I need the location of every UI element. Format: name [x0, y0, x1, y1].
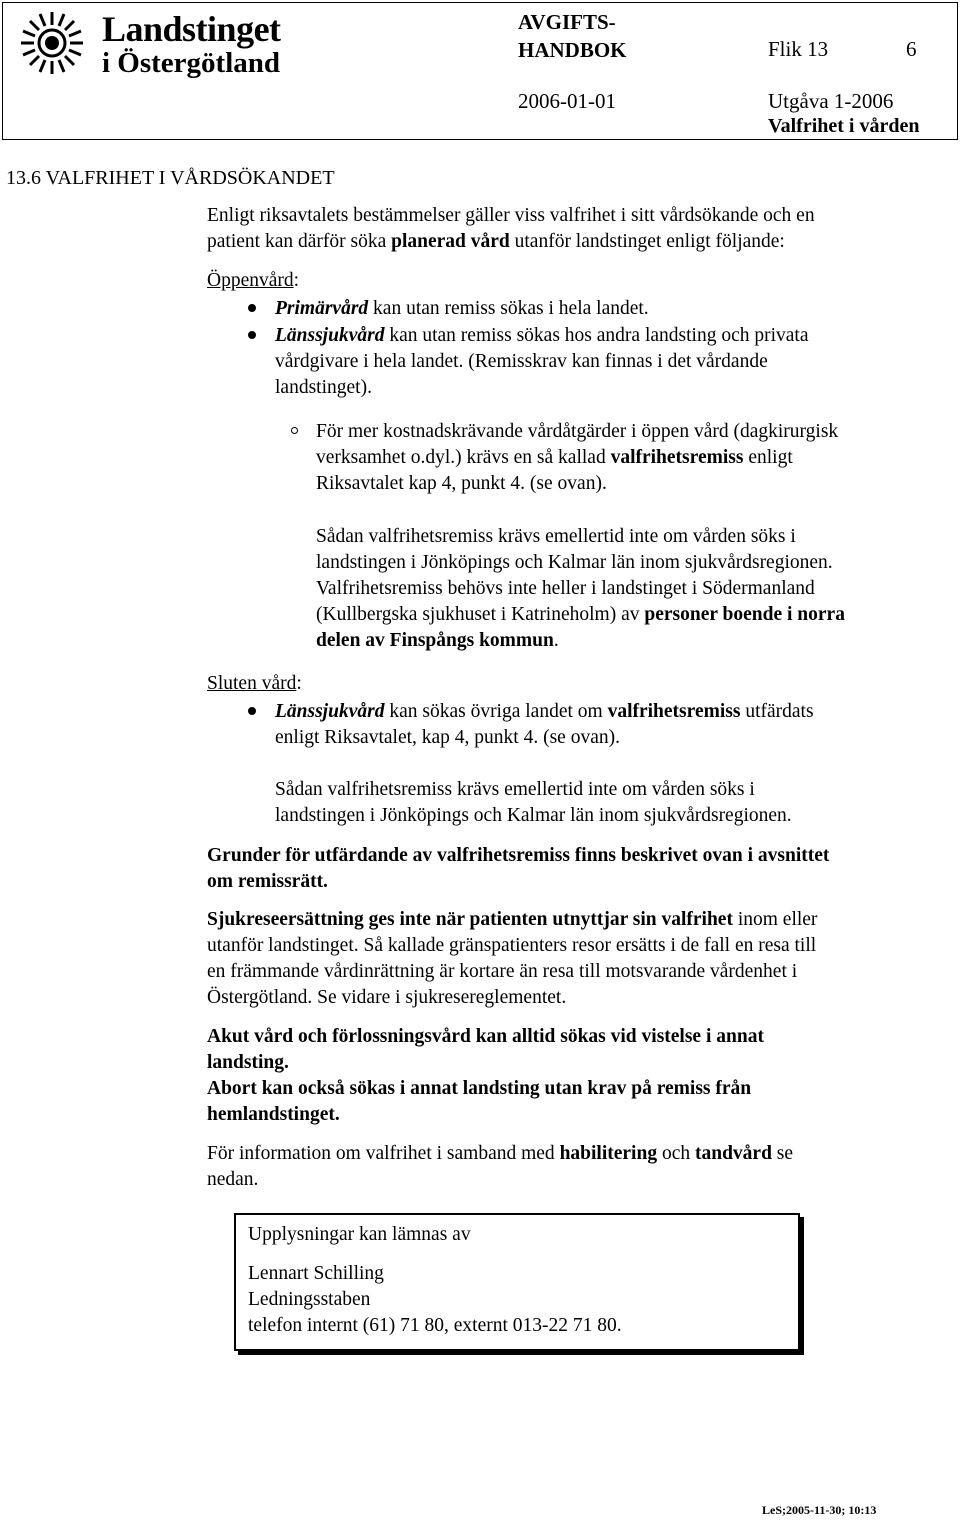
landstinget-logo [14, 8, 314, 78]
handbook-title-line2: HANDBOK [518, 38, 627, 62]
akut-paragraph: Akut vård och förlossningsvård kan alltid sökas vid vistelse i annat landsting. Abort kan också sökas i annat landsting utan krav på remiss från hemlandstinget. [207, 1026, 764, 1125]
slutenvard-note: Sådan valfrihetsremiss krävs emellertid inte om vården söks i landstingen i Jönköpings och Kalmar län inom sjukvårdsregionen. [275, 779, 792, 826]
header-date: 2006-01-01 [518, 89, 616, 113]
section-heading [6, 165, 335, 191]
contact-phone: telefon internt (61) 71 80, externt 013-22 71 80. [248, 1315, 622, 1336]
sun-emblem-icon [14, 8, 90, 78]
intro-line: patient kan därför söka planerad vård utanför landstinget enligt följande: [207, 231, 785, 252]
handbook-title-line1: AVGIFTS- [518, 10, 616, 34]
grunder-paragraph: Grunder för utfärdande av valfrihetsremiss finns beskrivet ovan i avsnittet om remissrätt. [207, 845, 830, 892]
intro-paragraph [207, 203, 815, 255]
bullet-icon [248, 707, 256, 715]
footer-stamp: LeS;2005-11-30; 10:13 [762, 1503, 877, 1517]
oppenvard-heading: Öppenvård: [207, 270, 300, 291]
bullet-icon [248, 331, 256, 339]
sub-bullet-icon [291, 427, 298, 434]
header-edition: Utgåva 1-2006 [768, 89, 894, 113]
contact-heading: Upplysningar kan lämnas av [248, 1224, 471, 1245]
logo-region-text: i Östergötland [102, 47, 281, 79]
oppenvard-item-primarvard: Primärvård kan utan remiss sökas i hela landet. [275, 298, 649, 319]
contact-name: Lennart Schilling [248, 1263, 384, 1284]
flik-label: Flik 13 [768, 37, 829, 61]
sjukresor-paragraph: Sjukreseersättning ges inte när patienten utnyttjar sin valfrihet inom eller utanför landstinget. Så kallade gränspatienters resor ersätts i de fall en resa till en främmande vårdinrättning är kortare än resa till motsvarande vårdenhet i Östergötland. Se vidare i sjukresereglementet. [207, 909, 818, 1008]
oppenvard-subitem-valfrihetsremiss: För mer kostnadskrävande vårdåtgärder i öppen vård (dagkirurgisk verksamhet o.dyl.) krävs en så kallad valfrihetsremiss enligt Riksavtalet kap 4, punkt 4. (se ovan). [316, 421, 839, 494]
intro-line: Enligt riksavtalets bestämmelser gäller viss valfrihet i sitt vårdsökande och en [207, 205, 815, 226]
handbook-title [518, 8, 627, 64]
slutenvard-heading: Sluten vård: [207, 673, 302, 694]
contact-department: Ledningsstaben [248, 1289, 371, 1310]
oppenvard-note: Sådan valfrihetsremiss krävs emellertid inte om vården söks i landstingen i Jönköpings och Kalmar län inom sjukvårdsregionen. Valfrihetsremiss behövs inte heller i landstinget i Södermanland (Kullbergska sjukhuset i Katrineholm) av personer boende i norra delen av Finspångs kommun. [316, 526, 845, 651]
page-number: 6 [906, 37, 917, 61]
header-section: Valfrihet i vården [768, 115, 920, 137]
oppenvard-item-lanssjukvard: Länssjukvård kan utan remiss sökas hos andra landsting och privata vårdgivare i hela landet. (Remisskrav kan finnas i det vårdande landstinget). [275, 325, 809, 398]
section-title: VALFRIHET I VÅRDSÖKANDET [45, 167, 335, 189]
section-number: 13.6 [6, 167, 41, 189]
contact-box [234, 1213, 800, 1351]
logo-brand-text: Landstinget [102, 9, 281, 49]
info-paragraph: För information om valfrihet i samband med habilitering och tandvård se nedan. [207, 1143, 794, 1190]
slutenvard-item-lanssjukvard: Länssjukvård kan sökas övriga landet om valfrihetsremiss utfärdats enligt Riksavtalet, kap 4, punkt 4. (se ovan). [275, 701, 814, 748]
bullet-icon [248, 304, 256, 312]
